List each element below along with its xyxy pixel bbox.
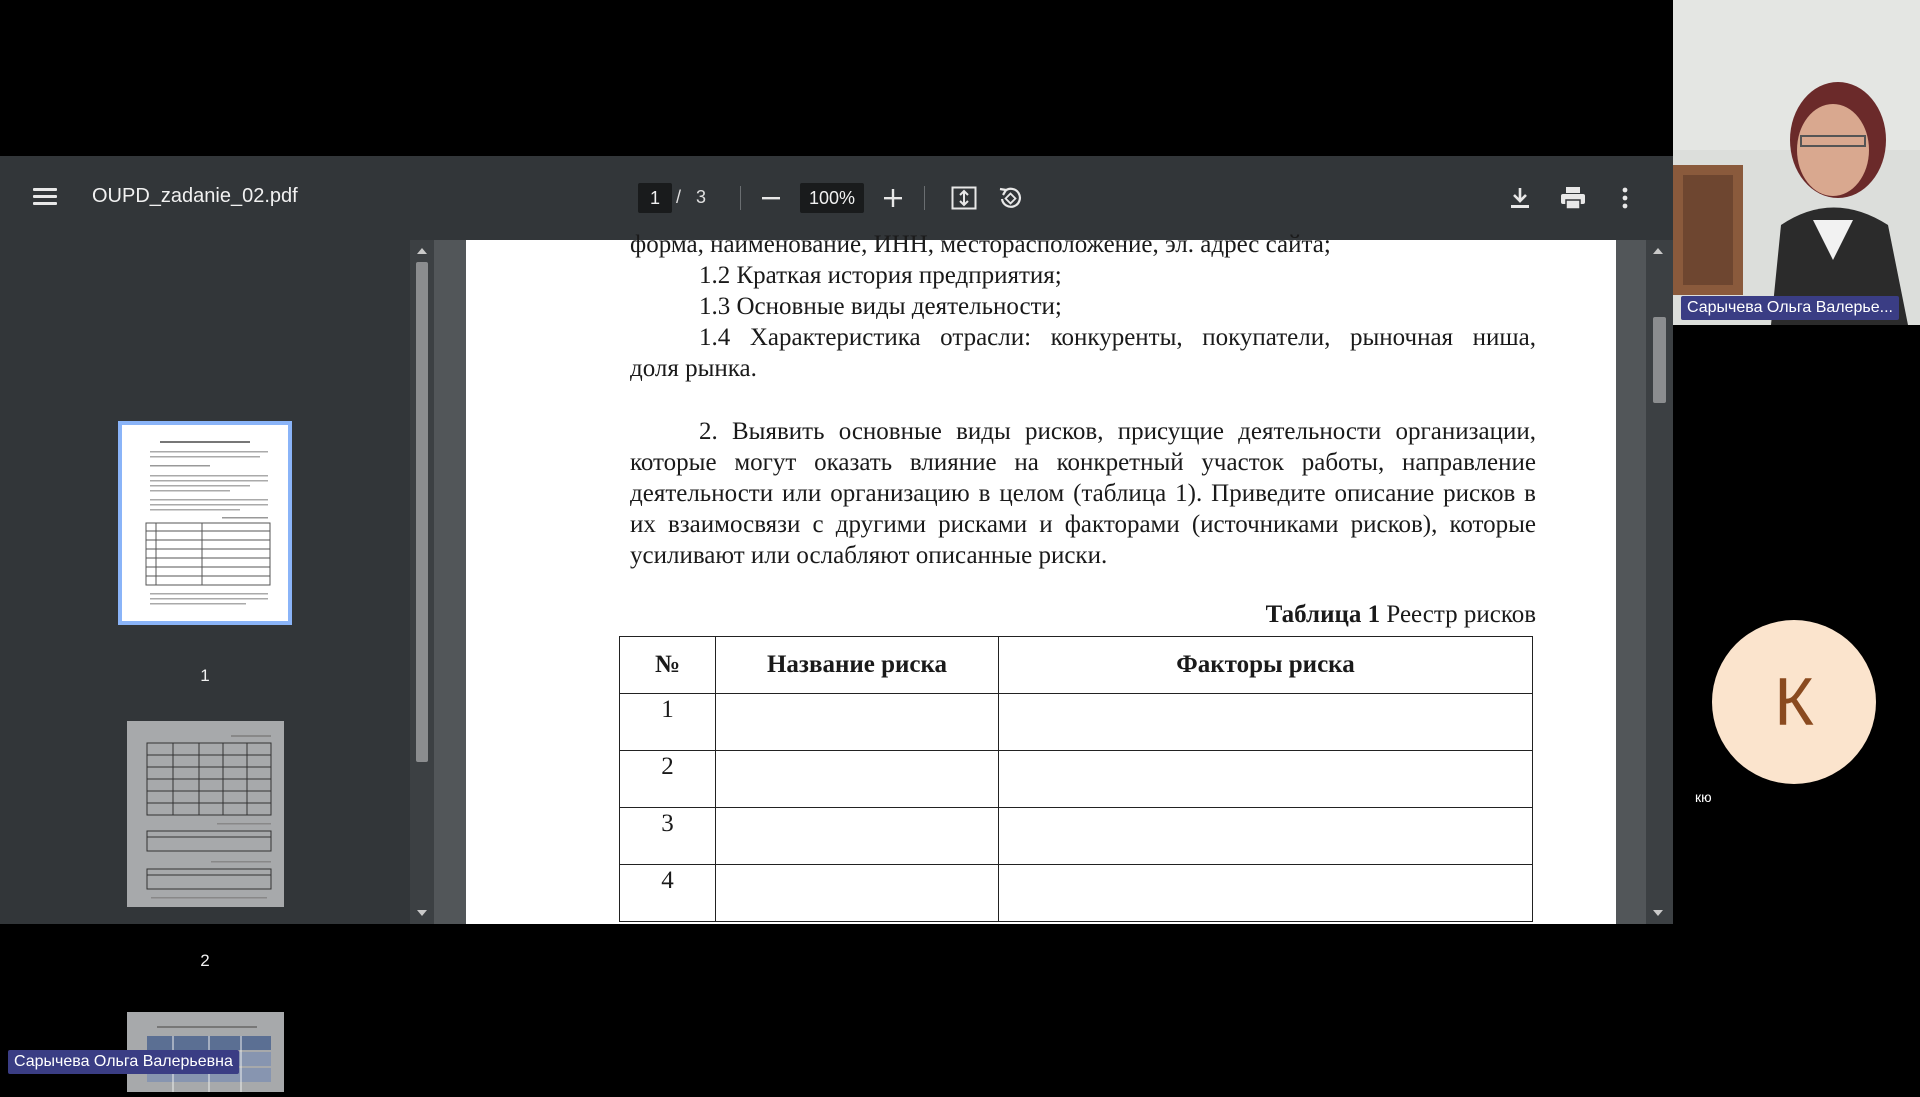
- table-cell: 1: [620, 694, 716, 751]
- thumbnail-scrollbar[interactable]: [410, 240, 434, 924]
- thumbnail-sidebar: [0, 240, 410, 970]
- participant-video-tile: [1673, 0, 1920, 325]
- table-cell: [999, 694, 1533, 751]
- table-cell: [716, 865, 999, 922]
- table-row: [620, 751, 1533, 808]
- table-cell: 4: [620, 865, 716, 922]
- rotate-icon[interactable]: [990, 178, 1030, 218]
- zoom-in-icon[interactable]: [873, 178, 913, 218]
- risk-table: [619, 636, 1533, 922]
- thumbnail-preview: [127, 721, 284, 907]
- zoom-out-icon[interactable]: [751, 178, 791, 218]
- table-row: [620, 694, 1533, 751]
- fit-page-icon[interactable]: [944, 178, 984, 218]
- thumbnail-label: 1: [200, 666, 210, 685]
- table-caption: [1266, 601, 1536, 629]
- presenter-name-label: Сарычева Ольга Валерьевна: [8, 1050, 239, 1074]
- table-cell: 2: [620, 751, 716, 808]
- doc-paragraph: 2. Выявить основные виды рисков, присущие деятельности организации, которые могут оказать влияние на конкретный участок работы, направление деятельности или организацию в целом (таблица 1). Приведите описание рисков в их взаимосвязи с другими рисками и факторами (источниками рисков), которые усиливают или ослабляют описанные риски.: [630, 418, 1536, 569]
- scroll-up-icon[interactable]: [1653, 248, 1663, 254]
- table-row: [620, 865, 1533, 922]
- participant-name-label: кю: [1695, 789, 1712, 805]
- document-scrollbar[interactable]: [1646, 240, 1673, 924]
- more-options-icon[interactable]: [1605, 178, 1645, 218]
- table-cell: [716, 694, 999, 751]
- print-icon[interactable]: [1553, 178, 1593, 218]
- table-cell: [999, 751, 1533, 808]
- doc-line: 1.4 Характеристика отрасли: конкуренты, покупатели, рыночная ниша,: [699, 324, 1536, 351]
- page-total: 3: [696, 187, 707, 207]
- file-title: OUPD_zadanie_02.pdf: [92, 185, 298, 207]
- participant-name-label: Сарычева Ольга Валерье...: [1681, 296, 1899, 320]
- thumbnail-page-2[interactable]: [127, 721, 284, 907]
- thumbnail-label: 2: [200, 951, 210, 970]
- avatar: К: [1712, 620, 1876, 784]
- document-page: [466, 231, 1616, 924]
- doc-line: 1.2 Краткая история предприятия;: [699, 262, 1062, 289]
- menu-icon[interactable]: [30, 184, 60, 212]
- doc-line: форма, наименование, ИНН, месторасположение, эл. адрес сайта;: [630, 231, 1331, 258]
- table-cell: 3: [620, 808, 716, 865]
- toolbar-divider: [740, 186, 741, 210]
- thumbnail-preview: [122, 425, 288, 621]
- scrollbar-thumb[interactable]: [416, 262, 428, 762]
- scrollbar-thumb[interactable]: [1653, 317, 1666, 403]
- download-icon[interactable]: [1500, 178, 1540, 218]
- table-caption-text: Реестр рисков: [1380, 601, 1536, 628]
- doc-line: доля рынка.: [630, 355, 757, 382]
- table-cell: [716, 751, 999, 808]
- zoom-level-input[interactable]: 100%: [800, 183, 864, 213]
- table-row: [620, 808, 1533, 865]
- table-header: Факторы риска: [999, 637, 1533, 694]
- scroll-down-icon[interactable]: [1653, 910, 1663, 916]
- thumbnail-page-1[interactable]: [118, 421, 292, 625]
- pdf-toolbar: [0, 156, 1673, 240]
- table-header-row: [620, 637, 1533, 694]
- scroll-down-icon[interactable]: [417, 910, 427, 916]
- pdf-viewer: [0, 156, 1673, 970]
- toolbar-divider: [924, 186, 925, 210]
- table-cell: [999, 865, 1533, 922]
- table-header: Название риска: [716, 637, 999, 694]
- table-cell: [999, 808, 1533, 865]
- table-cell: [716, 808, 999, 865]
- participant-video: [1673, 0, 1920, 325]
- page-separator: /: [676, 187, 682, 207]
- table-caption-bold: Таблица 1: [1265, 601, 1381, 628]
- scroll-up-icon[interactable]: [417, 248, 427, 254]
- doc-line: 1.3 Основные виды деятельности;: [699, 293, 1062, 320]
- page-number-input[interactable]: 1: [638, 183, 672, 213]
- table-header: №: [620, 637, 716, 694]
